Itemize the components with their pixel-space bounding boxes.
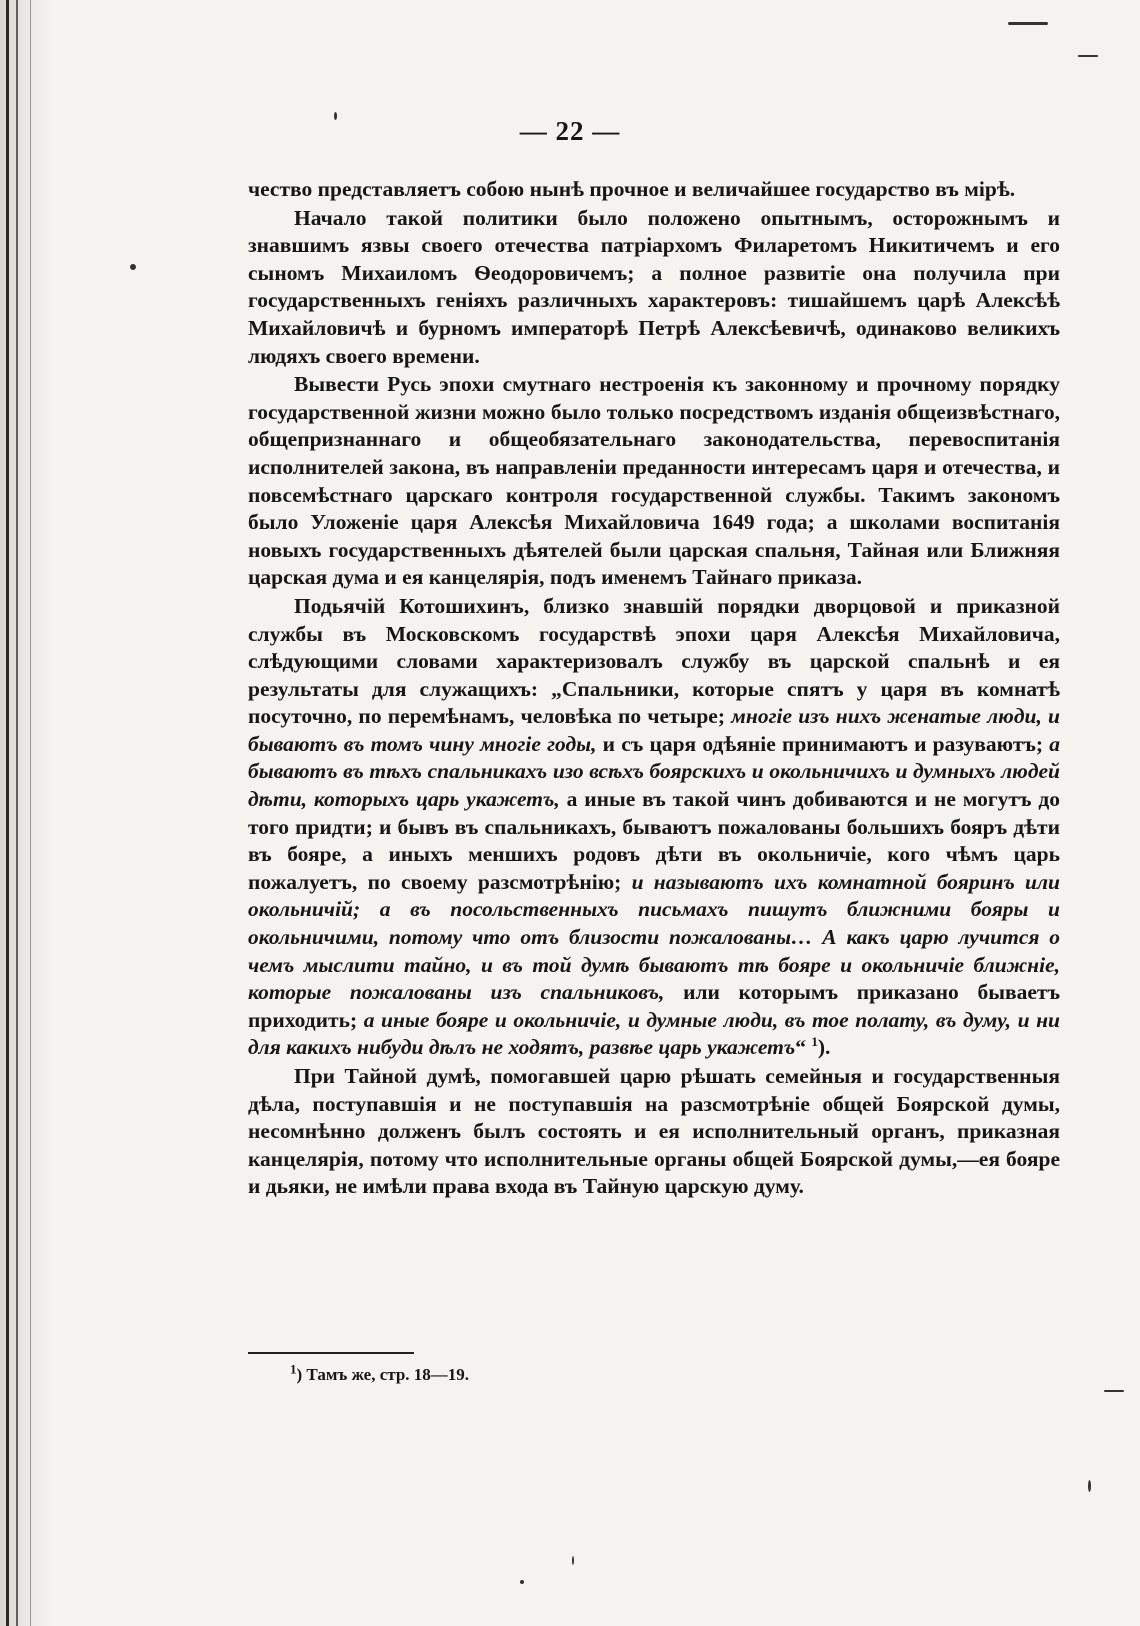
- scan-mark: [1008, 22, 1048, 25]
- paragraph-3: Вывести Русь эпохи смутнаго нестроенія къ законному и прочному порядку государственной жизни можно было только посредствомъ изданія общеизвѣстнаго, общепризнаннаго и общеобязательнаго законодательства, перевоспитанія исполнителей закона, въ направленіи преданности интересамъ царя и отечества, и повсемѣстнаго царскаго контроля государственной службы. Такимъ закономъ было Уложеніе царя Алексѣя Михайловича 1649 года; а школами воспитанія новыхъ государственныхъ дѣятелей были царская спальня, Тайная или Ближняя царская дума и ея канцелярія, подъ именемъ Тайнаго приказа.: [248, 372, 1060, 590]
- scan-mark: [1088, 1480, 1091, 1492]
- quote-text: Подьячій Котошихинъ, близко знавшій порядки дворцовой и приказной службы въ Московскомъ государствѣ эпохи царя Алексѣя Михайловича, слѣдующими словами характеризовалъ службу въ царской спальнѣ и ея результаты для служащихъ: „Спальники, которые спятъ у царя въ комнатѣ посуточно, по перемѣнамъ, человѣка по четыре;: [248, 593, 1060, 729]
- quote-text: и съ царя одѣяніе принимаютъ и разуваютъ;: [602, 731, 1044, 756]
- page-number: — 22 —: [519, 116, 621, 146]
- quote-italic: а бываютъ въ тѣхъ спальникахъ изо всѣхъ боярскихъ и окольничихъ и думныхъ людей дѣти, которыхъ царь укажетъ,: [248, 731, 1060, 812]
- footnote-mark: 1: [290, 1361, 297, 1377]
- quote-text: или которымъ приказано бываетъ приходить;: [248, 980, 1060, 1032]
- footnote-text: ) Тамъ же, стр. 18—19.: [296, 1365, 470, 1384]
- paragraph-5: При Тайной думѣ, помогавшей царю рѣшать семейныя и государственныя дѣла, поступавшія и не поступавшія на разсмотрѣніе общей Боярской думы, несомнѣнно долженъ былъ состоять и ея исполнительный органъ, приказная канцелярія, потому что исполнительные органы общей Боярской думы,—ея бояре и дьяки, не имѣли права входа въ Тайную царскую думу.: [248, 1064, 1060, 1199]
- quote-text: а иные въ такой чинъ добиваются и не могутъ до того придти; и бывъ въ спальникахъ, бываютъ пожалованы большихъ бояръ дѣти въ бояре, а иныхъ меншихъ родовъ дѣти въ окольничіе, кого чѣмъ царь пожалуетъ, по своему разсмотрѣнію;: [248, 787, 1061, 894]
- scan-mark: [1104, 1390, 1124, 1392]
- paragraph-2: Начало такой политики было положено опытнымъ, осторожнымъ и знавшимъ язвы своего отечества патріархомъ Филаретомъ Никитичемъ и его сыномъ Михаиломъ Ѳеодоровичемъ; а полное развитіе она получила при государственныхъ геніяхъ различныхъ характеровъ: тишайшемъ царѣ Алексѣѣ Михайловичѣ и бурномъ императорѣ Петрѣ Алексѣевичѣ, одинаково великихъ людяхъ своего времени.: [248, 205, 1060, 368]
- book-spine-shadow: [0, 0, 52, 1626]
- spine-line: [16, 0, 18, 1626]
- footnote-reference: 1: [811, 1034, 818, 1050]
- quote-italic: многіе изъ нихъ женатые люди, и бываютъ въ томъ чину многіе годы,: [248, 704, 1060, 756]
- scan-mark: [520, 1580, 524, 1584]
- quote-end: ).: [817, 1035, 831, 1060]
- quote-italic: и называютъ ихъ комнатной бояринъ или окольничій; а въ посольственныхъ письмахъ пишутъ ближними бояры и окольничими, потому что отъ близости пожалованы… А какъ царю лучится о чемъ мыслити тайно, и въ той думѣ бываютъ тѣ бояре и окольничіе ближніе, которые пожалованы изъ спальниковъ,: [248, 869, 1060, 1005]
- quote-italic: а иные бояре и окольничіе, и думные люди, въ тое полату, въ думу, и ни для какихъ нибуди дѣлъ не ходятъ, развѣе царь укажетъ: [248, 1007, 1061, 1060]
- body-text: [248, 176, 1060, 1201]
- footnote: [290, 1361, 470, 1385]
- scan-mark: [130, 264, 136, 270]
- footnote-divider: [248, 1352, 414, 1354]
- closing-quote: “: [795, 1035, 806, 1060]
- spine-line: [30, 0, 31, 1626]
- spine-line: [6, 0, 9, 1626]
- scan-mark: [1078, 55, 1098, 57]
- paragraph-1: чество представляетъ собою нынѣ прочное и величайшее государство въ мірѣ.: [248, 177, 1016, 201]
- paragraph-4-quotation: [248, 593, 1060, 1062]
- scan-mark: [572, 1556, 574, 1565]
